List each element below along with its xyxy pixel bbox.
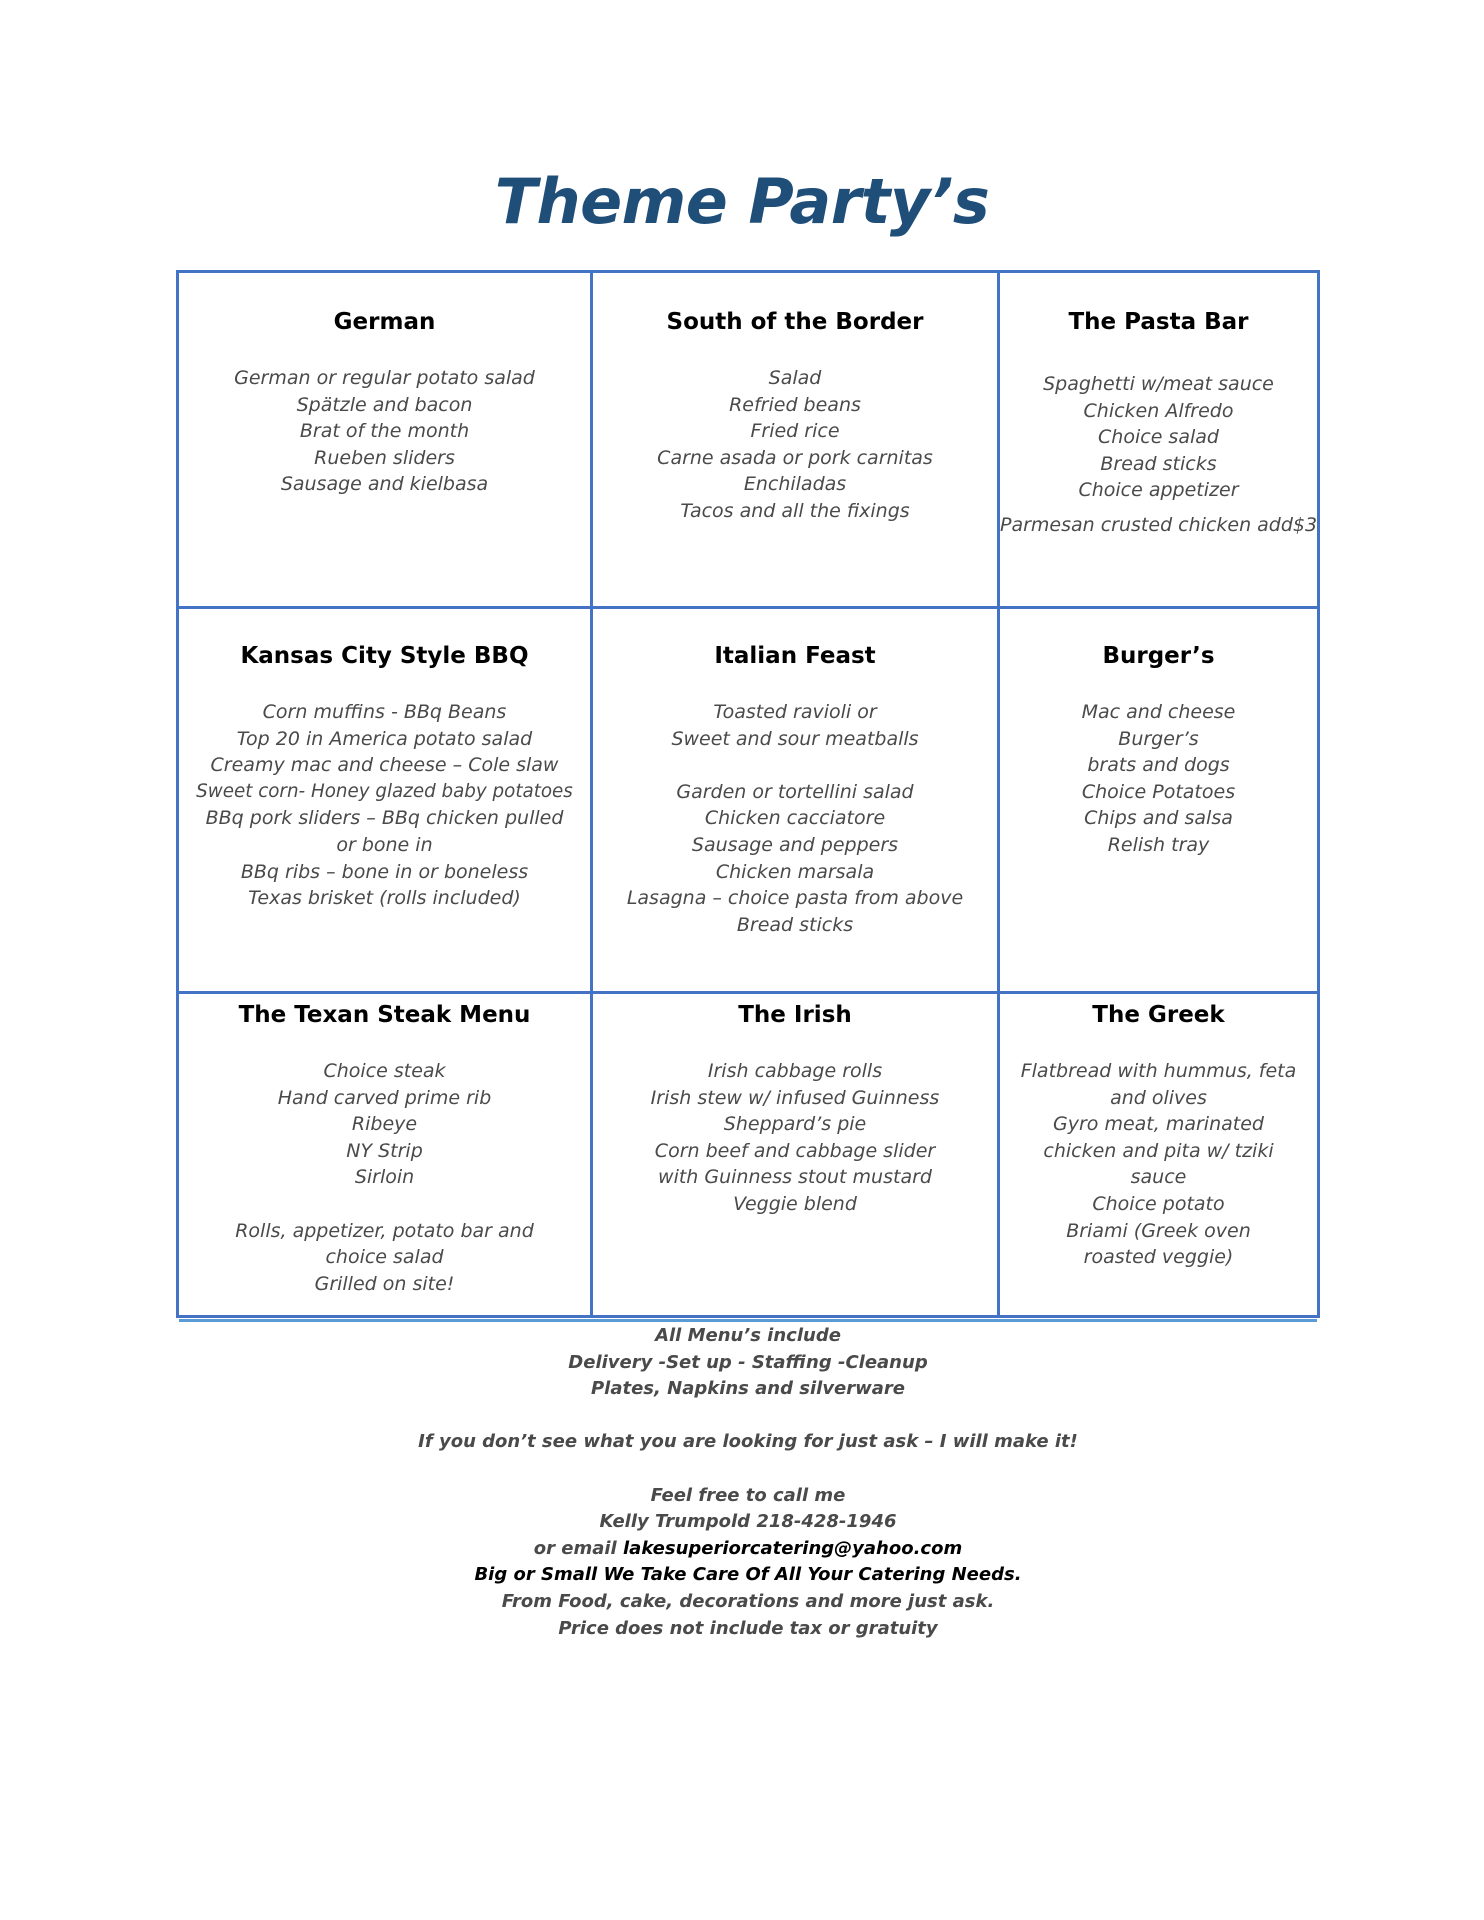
menu-item: Texas brisket (rolls included) [248, 887, 521, 910]
email-link[interactable]: lakesuperiorcatering@yahoo.com [623, 1537, 963, 1559]
menu-item: Bread sticks [1100, 452, 1217, 475]
tagline: Big or Small We Take Care Of All Your Catering Needs. [474, 1564, 1022, 1586]
menu-cell-greek [1000, 994, 1317, 1319]
menu-title: German [333, 309, 436, 335]
menu-item: German or regular potato salad [234, 367, 535, 389]
menu-item: Choice Potatoes [1081, 780, 1236, 803]
menu-item: brats and dogs [1087, 754, 1230, 777]
include-heading: All Menu’s include [655, 1325, 841, 1346]
menu-item: Gyro meat, marinated chicken and pita w/ tziki sauce [1043, 1113, 1274, 1189]
menu-item: Mac and cheese [1081, 701, 1236, 723]
call-line: Feel free to call me [650, 1484, 846, 1506]
spacer [179, 1456, 1317, 1483]
spacer [179, 1191, 590, 1218]
menu-item: Rueben sliders [314, 446, 455, 469]
menu-title: The Texan Steak Menu [238, 1002, 531, 1028]
spacer [593, 752, 997, 779]
menu-items [179, 365, 590, 498]
menu-item: Chicken cacciatore [704, 807, 886, 830]
menu-cell-irish [593, 994, 997, 1319]
menu-item: Top 20 in America potato salad [236, 727, 533, 750]
menu-item: NY Strip [346, 1139, 423, 1162]
include-supplies: Plates, Napkins and silverware [590, 1378, 905, 1400]
menu-item: Rolls, appetizer, potato bar and choice salad [235, 1219, 534, 1269]
menu-item: Chips and salsa [1084, 807, 1233, 830]
menu-items [179, 699, 590, 912]
menu-item: Spätzle and bacon [296, 393, 473, 416]
menu-item: Hand carved prime rib [277, 1086, 492, 1109]
menu-addon: Parmesan crusted chicken add$3 [1000, 513, 1318, 536]
menu-item: Sweet and sour meatballs [671, 727, 919, 750]
menu-item: Veggie blend [733, 1192, 857, 1215]
menu-item: Brat of the month [299, 420, 470, 443]
email-prefix: or email [533, 1537, 617, 1559]
email-line [179, 1536, 1317, 1563]
menu-items [179, 1058, 590, 1297]
ask-line: If you don’t see what you are looking for just ask – I will make it! [418, 1431, 1078, 1453]
menu-cell-pasta-bar [1000, 273, 1317, 606]
menu-item: Choice steak [323, 1060, 446, 1082]
spacer [179, 1403, 1317, 1430]
menu-item: Relish tray [1107, 833, 1210, 856]
include-services: Delivery -Set up - Staffing -Cleanup [568, 1351, 928, 1373]
menu-items [1000, 699, 1317, 859]
menu-items [1000, 371, 1317, 504]
contact-name-phone: Kelly Trumpold 218-428-1946 [599, 1511, 897, 1533]
menu-item: Bread sticks [736, 913, 854, 936]
menu-item: Chicken Alfredo [1083, 399, 1234, 422]
menu-items [593, 365, 997, 525]
menu-item: Enchiladas [743, 473, 847, 496]
footer-info [179, 1323, 1317, 1642]
menu-item: Corn muffins - BBq Beans [262, 701, 507, 723]
menu-cell-south-of-the-border [593, 273, 997, 606]
menu-item: Creamy mac and cheese – Cole slaw [210, 754, 559, 777]
menu-item: Ribeye [351, 1113, 418, 1136]
menu-cell-texan-steak [179, 994, 590, 1319]
menu-item: Briami (Greek oven roasted veggie) [1066, 1219, 1251, 1269]
menu-cell-italian-feast [593, 609, 997, 991]
menu-items [1000, 1058, 1317, 1271]
menu-item: Tacos and all the fixings [680, 499, 910, 522]
menu-item: Toasted ravioli or [713, 701, 877, 723]
menu-item: Carne asada or pork carnitas [657, 446, 933, 469]
menu-title: Kansas City Style BBQ [240, 643, 529, 669]
menu-item: Refried beans [729, 393, 861, 416]
menu-item: Spaghetti w/meat sauce [1043, 373, 1274, 395]
menu-item: Sirloin [354, 1166, 415, 1189]
menu-items [593, 1058, 997, 1218]
menu-title: The Pasta Bar [1068, 309, 1249, 335]
menu-table [176, 270, 1320, 1639]
price-note: Price does not include tax or gratuity [558, 1617, 938, 1639]
menu-item: Flatbread with hummus, feta and olives [1020, 1060, 1297, 1109]
menu-item: Corn beef and cabbage slider with Guinness stout mustard [654, 1139, 936, 1189]
menu-title: The Greek [1092, 1002, 1225, 1028]
menu-item: Fried rice [750, 420, 840, 443]
row-divider [179, 1319, 1317, 1322]
menu-items [593, 699, 997, 938]
menu-cell-german [179, 273, 590, 606]
menu-item: Chicken marsala [715, 860, 875, 883]
menu-item: Choice potato [1092, 1192, 1225, 1215]
menu-item: Choice appetizer [1078, 479, 1239, 502]
menu-cell-burgers [1000, 609, 1317, 991]
menu-item: Lasagna – choice pasta from above [626, 887, 964, 910]
menu-cell-kansas-city-bbq [179, 609, 590, 991]
menu-item: BBq ribs – bone in or boneless [240, 860, 529, 883]
menu-item: Salad [768, 367, 822, 389]
menu-item: Sausage and peppers [691, 833, 899, 856]
menu-item: Irish stew w/ infused Guinness [650, 1086, 940, 1109]
menu-title: Italian Feast [714, 643, 876, 669]
menu-item: Sausage and kielbasa [280, 473, 489, 496]
menu-item: Sweet corn- Honey glazed baby potatoes [196, 780, 573, 802]
menu-title: Burger’s [1102, 643, 1215, 669]
menu-item: Sheppard’s pie [723, 1113, 867, 1136]
menu-title: The Irish [738, 1002, 852, 1028]
more-line: From Food, cake, decorations and more just ask. [501, 1590, 995, 1612]
menu-item: Grilled on site! [314, 1272, 455, 1295]
menu-item: Irish cabbage rolls [707, 1060, 883, 1082]
menu-item: Choice salad [1098, 426, 1219, 449]
page-title: Theme Party’s [494, 165, 990, 238]
menu-item: BBq pork sliders – BBq chicken pulled or bone in [205, 807, 564, 856]
menu-item: Garden or tortellini salad [676, 780, 914, 803]
menu-title: South of the Border [666, 309, 924, 335]
menu-item: Burger’s [1118, 727, 1199, 750]
